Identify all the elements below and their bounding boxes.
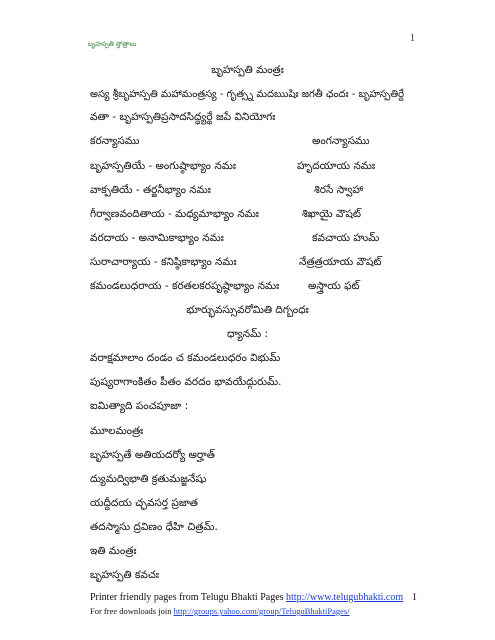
nyasa-left-4: వరదాయ - అనామికాభ్యాం నమః <box>90 232 224 244</box>
nyasa-right-2: శిరసే స్వాహా <box>314 184 364 196</box>
karanyasa-heading: కరన్యాసము <box>90 135 140 147</box>
anganyasa-heading: అంగన్యాసము <box>312 135 370 147</box>
dhyanam-line-1: వరాక్షమాలాం దండం చ కమండలుధరం విభుమ్ <box>90 352 281 364</box>
kavacham-heading: బృహస్పతి కవచః <box>90 569 159 581</box>
footer-line-1-text: Printer friendly pages from Telugu Bhakti Pages <box>90 592 287 603</box>
mantra-line-4: తదస్మాసు ద్రవిణం ధేహి చిత్రమ్. <box>90 521 218 533</box>
footer-line-2 <box>90 606 350 616</box>
digbandha-line: భూర్భువస్సువరోమితి దిగ్బంధః <box>186 304 309 316</box>
yahoo-group-link[interactable]: http://groups.yahoo.com/group/TeluguBhaktiPages/ <box>173 606 350 616</box>
mantra-line-3: యద్దీదయ చ్ఛవసర్త ప్రజాత <box>90 497 198 509</box>
footer-line-2-text: For free downloads join <box>90 606 174 616</box>
dhyanam-heading: ధ్యానమ్ : <box>226 328 269 340</box>
footer-page-number: 1 <box>412 592 417 603</box>
nyasa-right-5: నేత్రత్రయాయ వౌషట్ <box>299 256 382 268</box>
top-page-number: 1 <box>410 33 415 44</box>
footer-line-1 <box>90 592 403 603</box>
mantra-line-1: బృహస్పతే అతియదర్యో అర్హాత్ <box>90 449 215 461</box>
nyasa-right-3: శిఖాయై వౌషట్ <box>302 208 361 220</box>
nyasa-right-6: అస్త్రాయ ఫట్ <box>308 280 360 292</box>
nyasa-left-3: గీర్వాణవందితాయ - మధ్యమాభ్యాం నమః <box>90 208 259 220</box>
dhyanam-line-2: పుష్యరాగాంకితం పీతం వరదం భావయేద్గురుమ్. <box>90 376 282 388</box>
mantra-title: బృహస్పతి మంత్రః <box>211 64 284 76</box>
viniyoga-line-2: వతా - బృహస్పతిప్రసాదసిద్ధ్యర్థే జపే వినియోగః <box>90 111 276 123</box>
nyasa-right-1: హృదయాయ నమః <box>297 160 375 172</box>
mantra-line-2: ద్యుమద్విభాతి క్రతుమజ్జనేషు <box>90 473 207 485</box>
nyasa-left-2: వాక్పతియే - తర్జనీభ్యాం నమః <box>90 184 211 196</box>
panchapuja-line: ఐమిత్యాది పంచపూజా : <box>90 400 189 412</box>
nyasa-left-5: సురాచార్యాయ - కనిష్ఠికాభ్యాం నమః <box>90 256 237 268</box>
telugubhakti-link[interactable]: http://www.telugubhakti.com <box>286 592 404 603</box>
running-header: బృహస్పతి స్తోత్రాలు <box>88 40 137 48</box>
nyasa-left-1: బృహస్పతియే - అంగుష్ఠాభ్యాం నమః <box>90 160 236 172</box>
nyasa-right-4: కవచాయ హుమ్ <box>312 232 380 244</box>
mulamantra-heading: మూలమంత్రః <box>90 425 144 437</box>
nyasa-left-6: కమండలుధరాయ - కరతలకరపృష్ఠాభ్యాం నమః <box>90 280 280 292</box>
viniyoga-line-1: అస్య శ్రీబృహస్పతి మహామంత్రస్య - గృత్స్న మదఋషిః జగతీ ఛందః - బృహస్పతిర్దే <box>90 89 405 100</box>
iti-mantrah-line: ఇతి మంత్రః <box>90 545 137 557</box>
